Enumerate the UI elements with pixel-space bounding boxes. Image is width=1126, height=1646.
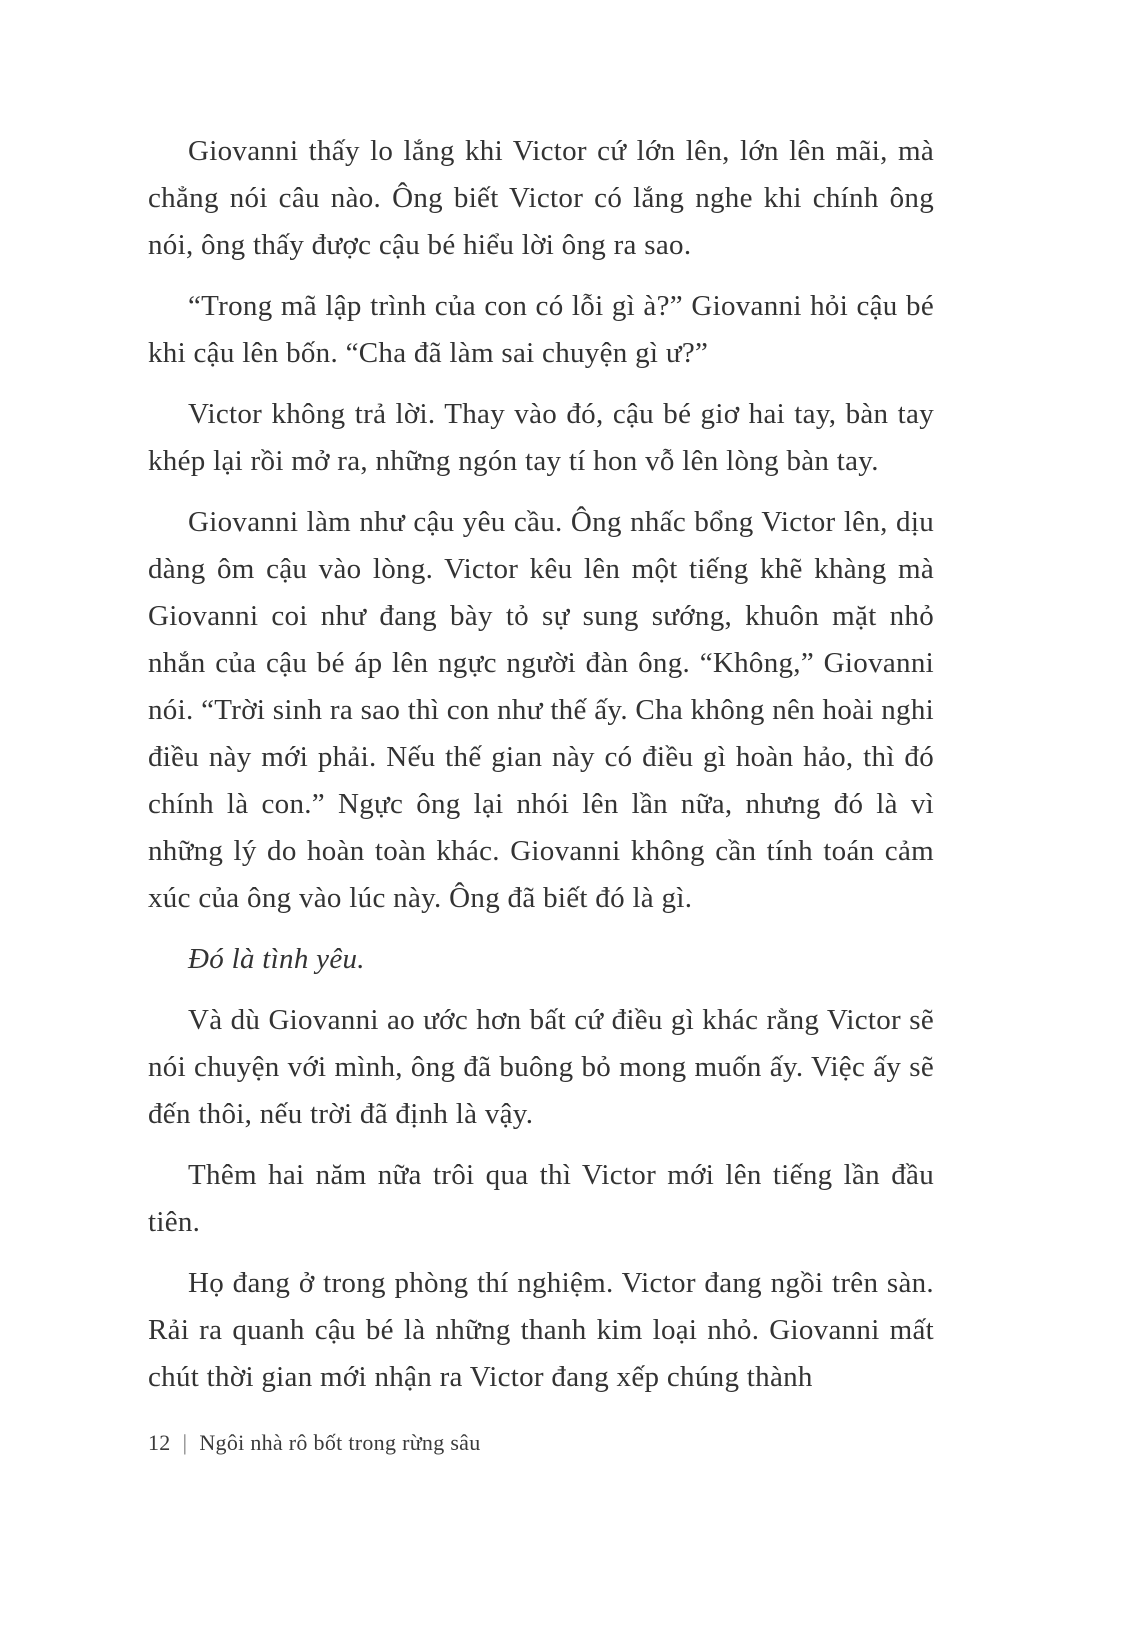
paragraph: Giovanni thấy lo lắng khi Victor cứ lớn lên, lớn lên mãi, mà chẳng nói câu nào. Ông biết Victor có lắng nghe khi chính ông nói, ông thấy được cậu bé hiểu lời ông ra sao. <box>148 135 934 261</box>
page-footer <box>148 1430 481 1456</box>
paragraph: Họ đang ở trong phòng thí nghiệm. Victor đang ngồi trên sàn. Rải ra quanh cậu bé là những thanh kim loại nhỏ. Giovanni mất chút thời gian mới nhận ra Victor đang xếp chúng thành <box>148 1267 934 1393</box>
page-text-block <box>148 128 934 1415</box>
paragraph: Thêm hai năm nữa trôi qua thì Victor mới lên tiếng lần đầu tiên. <box>148 1159 934 1238</box>
book-title: Ngôi nhà rô bốt trong rừng sâu <box>199 1430 481 1455</box>
paragraph: “Trong mã lập trình của con có lỗi gì à?” Giovanni hỏi cậu bé khi cậu lên bốn. “Cha đã làm sai chuyện gì ư?” <box>148 290 934 369</box>
page-number: 12 <box>148 1430 171 1455</box>
paragraph-italic: Đó là tình yêu. <box>188 943 365 975</box>
paragraph: Victor không trả lời. Thay vào đó, cậu bé giơ hai tay, bàn tay khép lại rồi mở ra, những ngón tay tí hon vỗ lên lòng bàn tay. <box>148 398 934 477</box>
footer-separator: | <box>182 1430 188 1455</box>
paragraph: Giovanni làm như cậu yêu cầu. Ông nhấc bổng Victor lên, dịu dàng ôm cậu vào lòng. Victor kêu lên một tiếng khẽ khàng mà Giovanni coi như đang bày tỏ sự sung sướng, khuôn mặt nhỏ nhắn của cậu bé áp lên ngực người đàn ông. “Không,” Giovanni nói. “Trời sinh ra sao thì con như thế ấy. Cha không nên hoài nghi điều này mới phải. Nếu thế gian này có điều gì hoàn hảo, thì đó chính là con.” Ngực ông lại nhói lên lần nữa, nhưng đó là vì những lý do hoàn toàn khác. Giovanni không cần tính toán cảm xúc của ông vào lúc này. Ông đã biết đó là gì. <box>148 506 934 914</box>
paragraph: Và dù Giovanni ao ước hơn bất cứ điều gì khác rằng Victor sẽ nói chuyện với mình, ông đã buông bỏ mong muốn ấy. Việc ấy sẽ đến thôi, nếu trời đã định là vậy. <box>148 1004 934 1130</box>
